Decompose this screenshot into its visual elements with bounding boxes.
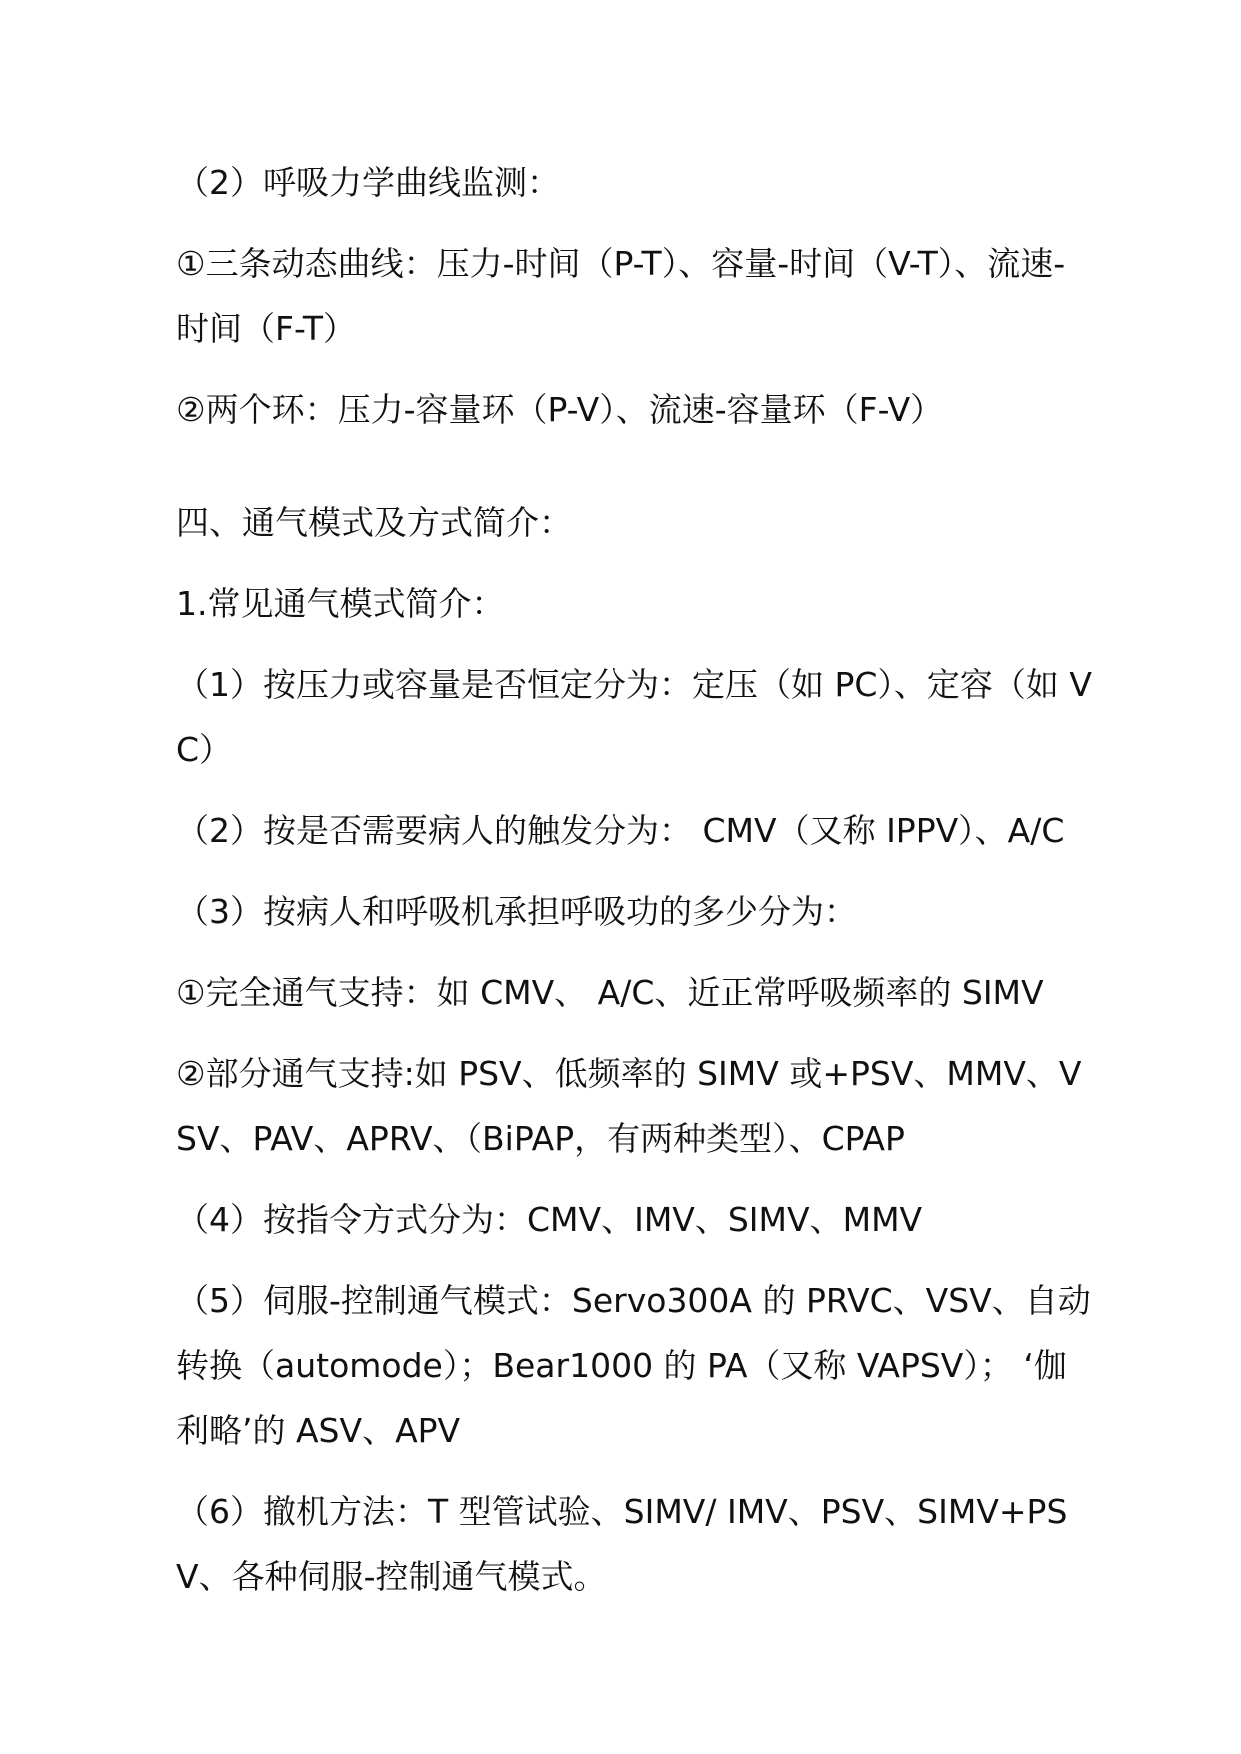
paragraph-weaning: （6）撤机方法：T 型管试验、SIMV/ IMV、PSV、SIMV+PSV、各种伺服-控制通气模式。 [176, 1492, 1068, 1596]
section-heading-ventilation-modes: 四、通气模式及方式简介： [176, 503, 572, 542]
paragraph-trigger: （2）按是否需要病人的触发分为： CMV（又称 IPPV）、A/C [176, 811, 1065, 850]
paragraph-dynamic-curves: ①三条动态曲线：压力-时间（P-T）、容量-时间（V-T）、流速-时间（F-T） [176, 244, 1066, 348]
paragraph-full-support: ①完全通气支持：如 CMV、 A/C、近正常呼吸频率的 SIMV [176, 973, 1044, 1012]
paragraph-two-loops: ②两个环：压力-容量环（P-V）、流速-容量环（F-V） [176, 390, 944, 429]
paragraph-mechanics-monitoring: （2）呼吸力学曲线监测： [176, 163, 560, 202]
paragraph-servo-control: （5）伺服-控制通气模式：Servo300A 的 PRVC、VSV、自动转换（automode）；Bear1000 的 PA（又称 VAPSV）； ‘伽利略’的 ASV、APV [176, 1281, 1091, 1450]
paragraph-partial-support: ②部分通气支持:如 PSV、低频率的 SIMV 或+PSV、MMV、VSV、PAV、APRV、（BiPAP，有两种类型）、CPAP [176, 1054, 1082, 1158]
paragraph-pressure-volume: （1）按压力或容量是否恒定分为：定压（如 PC）、定容（如 VC） [176, 665, 1092, 769]
paragraph-work-of-breathing: （3）按病人和呼吸机承担呼吸功的多少分为： [176, 892, 857, 931]
paragraph-command-mode: （4）按指令方式分为：CMV、IMV、SIMV、MMV [176, 1200, 923, 1239]
document-body [176, 150, 1096, 1625]
subsection-heading-common-modes: 1.常见通气模式简介： [176, 584, 505, 623]
